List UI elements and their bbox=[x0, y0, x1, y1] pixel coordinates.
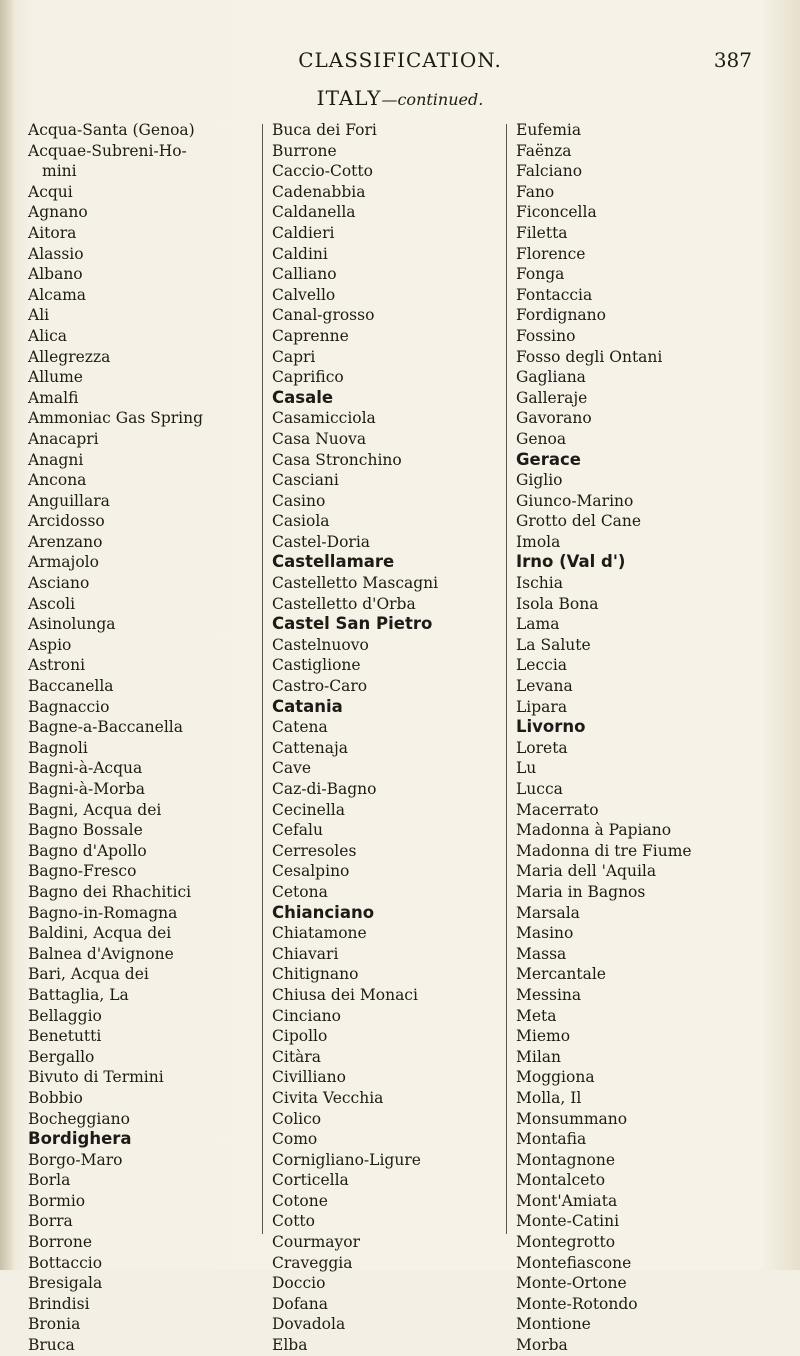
place-entry: Brindisi bbox=[28, 1294, 90, 1313]
place-entry: Acqua-Santa (Genoa) bbox=[28, 121, 195, 139]
place-entry: Castelletto Mascagni bbox=[272, 574, 439, 593]
place-entry: Alassio bbox=[28, 244, 84, 263]
place-entry: Lu bbox=[516, 759, 537, 778]
place-entry: Aspio bbox=[28, 635, 72, 654]
place-entry: Casamicciola bbox=[272, 409, 376, 428]
place-entry: Monte-Rotondo bbox=[516, 1294, 638, 1313]
place-entry: Bivuto di Termini bbox=[28, 1068, 164, 1087]
place-entry: Dovadola bbox=[272, 1315, 346, 1334]
place-entry: Galleraje bbox=[516, 388, 588, 407]
place-entry: Moggiona bbox=[516, 1068, 595, 1087]
place-entry: Gerace bbox=[516, 449, 581, 469]
place-entry: Balnea d'Avignone bbox=[28, 944, 174, 963]
place-entry: Caccio-Cotto bbox=[272, 162, 373, 181]
place-entry: Cetona bbox=[272, 882, 328, 901]
place-entry: Gagliana bbox=[516, 368, 586, 387]
place-entry: Casa Stronchino bbox=[272, 450, 402, 469]
place-entry: Aitora bbox=[28, 223, 77, 242]
place-entry: Cattenaja bbox=[272, 738, 349, 757]
place-entry: Cerresoles bbox=[272, 841, 357, 860]
place-entry: Bocheggiano bbox=[28, 1109, 130, 1128]
place-entry: Filetta bbox=[516, 223, 568, 242]
place-entry: Isola Bona bbox=[516, 594, 599, 613]
place-entry: Ancona bbox=[28, 471, 87, 490]
place-entry: La Salute bbox=[516, 635, 591, 654]
place-entry: Catania bbox=[272, 696, 343, 716]
place-entry: Castel San Pietro bbox=[272, 614, 433, 634]
place-entry: Florence bbox=[516, 244, 586, 263]
place-entry: Alica bbox=[28, 326, 68, 345]
place-entry: Casale bbox=[272, 387, 334, 407]
place-entry: Canal-grosso bbox=[272, 306, 375, 325]
place-entry: Leccia bbox=[516, 656, 568, 675]
place-entry: Loreta bbox=[516, 738, 568, 757]
place-entry: Arcidosso bbox=[28, 512, 105, 531]
place-entry: Gavorano bbox=[516, 409, 592, 428]
place-list-column-3 bbox=[516, 120, 766, 1356]
place-entry: Casa Nuova bbox=[272, 429, 367, 448]
place-entry: Burrone bbox=[272, 141, 337, 160]
place-entry: Ali bbox=[28, 306, 50, 325]
place-entry: Chitignano bbox=[272, 965, 359, 984]
place-entry: Elba bbox=[272, 1336, 308, 1355]
place-entry: Amalfi bbox=[28, 388, 79, 407]
place-entry: Cefalu bbox=[272, 821, 323, 840]
place-entry: Montione bbox=[516, 1315, 591, 1334]
place-entry: Castelnuovo bbox=[272, 635, 369, 654]
column-divider bbox=[262, 124, 263, 1234]
place-entry: Bronia bbox=[28, 1315, 81, 1334]
place-list-column-2 bbox=[272, 120, 522, 1356]
place-entry: Milan bbox=[516, 1047, 562, 1066]
place-entry: Baldini, Acqua dei bbox=[28, 924, 172, 943]
place-entry: Mercantale bbox=[516, 965, 606, 984]
place-entry: Bobbio bbox=[28, 1088, 83, 1107]
place-entry: Fordignano bbox=[516, 306, 606, 325]
place-entry: Lucca bbox=[516, 780, 563, 798]
place-entry: Bordighera bbox=[28, 1129, 132, 1149]
place-entry: Masino bbox=[516, 924, 574, 943]
place-entry: Battaglia, La bbox=[28, 985, 129, 1004]
place-entry: Bagni-à-Morba bbox=[28, 780, 145, 798]
place-entry: Courmayor bbox=[272, 1233, 361, 1252]
place-entry: Caprenne bbox=[272, 326, 349, 345]
place-entry: Irno (Val d') bbox=[516, 552, 626, 572]
place-entry: Como bbox=[272, 1130, 318, 1149]
place-entry: Acqui bbox=[28, 182, 73, 201]
place-entry: Casciani bbox=[272, 471, 339, 490]
place-entry: Lama bbox=[516, 615, 560, 634]
place-entry: Chiatamone bbox=[272, 924, 367, 943]
place-entry: Bellaggio bbox=[28, 1006, 102, 1025]
place-entry: Castelletto d'Orba bbox=[272, 594, 416, 613]
place-entry: Caldanella bbox=[272, 203, 356, 222]
place-entry: Levana bbox=[516, 677, 573, 696]
place-entry: Chiavari bbox=[272, 944, 339, 963]
place-entry: Astroni bbox=[28, 656, 86, 675]
page-header bbox=[0, 48, 800, 78]
place-entry: Ischia bbox=[516, 574, 563, 593]
place-entry: Craveggia bbox=[272, 1253, 353, 1272]
place-entry: Monte-Ortone bbox=[516, 1274, 627, 1293]
place-entry: Grotto del Cane bbox=[516, 512, 642, 531]
place-entry: Eufemia bbox=[516, 121, 582, 139]
place-entry: Bormio bbox=[28, 1191, 86, 1210]
place-entry: Bruca bbox=[28, 1336, 75, 1355]
place-entry: Bresigala bbox=[28, 1274, 103, 1293]
place-entry: Macerrato bbox=[516, 800, 599, 819]
place-entry: Castiglione bbox=[272, 656, 361, 675]
place-entry: Fontaccia bbox=[516, 285, 593, 304]
place-entry: Anguillara bbox=[28, 491, 110, 510]
place-entry: Morba bbox=[516, 1336, 568, 1355]
place-entry: Monsummano bbox=[516, 1109, 628, 1128]
place-entry: Casiola bbox=[272, 512, 330, 531]
place-entry: Messina bbox=[516, 985, 582, 1004]
place-entry: Bergallo bbox=[28, 1047, 95, 1066]
place-entry: Colico bbox=[272, 1109, 322, 1128]
place-entry: Bagni-à-Acqua bbox=[28, 759, 143, 778]
place-entry: Bari, Acqua dei bbox=[28, 965, 149, 984]
place-entry: Caldieri bbox=[272, 223, 335, 242]
place-entry: Cesalpino bbox=[272, 862, 350, 881]
place-entry: Bagno-Fresco bbox=[28, 862, 137, 881]
place-entry: Bagne-a-Baccanella bbox=[28, 718, 183, 737]
place-entry: Buca dei Fori bbox=[272, 121, 377, 139]
place-entry: Montagnone bbox=[516, 1150, 616, 1169]
place-entry: Borgo-Maro bbox=[28, 1150, 123, 1169]
place-entry: Caldini bbox=[272, 244, 328, 263]
place-entry: Miemo bbox=[516, 1027, 571, 1046]
place-entry: Ficoncella bbox=[516, 203, 597, 222]
place-entry: Cecinella bbox=[272, 800, 345, 819]
place-entry: Bagno d'Apollo bbox=[28, 841, 147, 860]
place-entry: Bagnaccio bbox=[28, 697, 110, 716]
place-entry: Cotto bbox=[272, 1212, 315, 1231]
place-entry: Bagni, Acqua dei bbox=[28, 800, 162, 819]
place-entry: Faënza bbox=[516, 141, 572, 160]
place-entry: Borla bbox=[28, 1171, 71, 1190]
place-entry: Marsala bbox=[516, 903, 580, 922]
place-entry: Dofana bbox=[272, 1294, 328, 1313]
place-entry: Cornigliano-Ligure bbox=[272, 1150, 421, 1169]
place-entry: Mont'Amiata bbox=[516, 1191, 618, 1210]
place-entry: Livorno bbox=[516, 717, 586, 737]
place-entry: Asciano bbox=[28, 574, 90, 593]
section-name: ITALY bbox=[316, 86, 382, 110]
place-entry: Civilliano bbox=[272, 1068, 346, 1087]
place-entry: Fonga bbox=[516, 265, 565, 284]
place-list-column-1 bbox=[28, 120, 278, 1356]
place-entry: Borrone bbox=[28, 1233, 93, 1252]
place-entry: Allume bbox=[28, 368, 83, 387]
place-entry: Capri bbox=[272, 347, 316, 366]
place-entry: Borra bbox=[28, 1212, 73, 1231]
place-entry: Calliano bbox=[272, 265, 337, 284]
place-entry: Montafia bbox=[516, 1130, 587, 1149]
section-continued: —continued. bbox=[381, 90, 484, 109]
place-entry: Caz-di-Bagno bbox=[272, 780, 377, 798]
place-entry: Meta bbox=[516, 1006, 557, 1025]
place-entry: Castel-Doria bbox=[272, 532, 371, 551]
column-divider bbox=[506, 124, 507, 1234]
place-entry: Bagnoli bbox=[28, 738, 88, 757]
place-entry: Castro-Caro bbox=[272, 677, 368, 696]
section-heading bbox=[0, 86, 800, 110]
page-number: 387 bbox=[713, 48, 752, 72]
place-entry: Cave bbox=[272, 759, 312, 778]
place-entry: Caprifico bbox=[272, 368, 344, 387]
place-entry: Molla, Il bbox=[516, 1088, 582, 1107]
place-entry: Montalceto bbox=[516, 1171, 606, 1190]
place-entry: Fosso degli Ontani bbox=[516, 347, 663, 366]
page-spine-shadow bbox=[0, 0, 14, 1270]
place-entry: Cipollo bbox=[272, 1027, 328, 1046]
place-entry: Albano bbox=[28, 265, 83, 284]
place-entry: Chiusa dei Monaci bbox=[272, 985, 418, 1004]
place-entry: Bagno Bossale bbox=[28, 821, 143, 840]
place-entry: Civita Vecchia bbox=[272, 1088, 384, 1107]
place-entry: Allegrezza bbox=[28, 347, 111, 366]
place-entry: Cinciano bbox=[272, 1006, 341, 1025]
place-entry: Fossino bbox=[516, 326, 576, 345]
place-entry: Benetutti bbox=[28, 1027, 102, 1046]
place-entry: Alcama bbox=[28, 285, 87, 304]
place-entry: Doccio bbox=[272, 1274, 326, 1293]
place-entry: Imola bbox=[516, 532, 561, 551]
place-entry: Agnano bbox=[28, 203, 88, 222]
place-entry: Anagni bbox=[28, 450, 84, 469]
place-entry: Cotone bbox=[272, 1191, 328, 1210]
place-entry: Ammoniac Gas Spring bbox=[28, 409, 204, 428]
place-entry: Arenzano bbox=[28, 532, 103, 551]
place-entry: Fano bbox=[516, 182, 555, 201]
place-entry: Castellamare bbox=[272, 552, 395, 572]
place-entry: Madonna à Papiano bbox=[516, 821, 672, 840]
place-entry: Giunco-Marino bbox=[516, 491, 634, 510]
place-entry: Giglio bbox=[516, 471, 563, 490]
place-entry: Madonna di tre Fiume bbox=[516, 841, 692, 860]
place-entry: Monte-Catini bbox=[516, 1212, 620, 1231]
place-entry: Bagno dei Rhachitici bbox=[28, 882, 192, 901]
place-entry: Maria in Bagnos bbox=[516, 882, 646, 901]
place-entry: Armajolo bbox=[28, 553, 99, 572]
place-entry: Maria dell 'Aquila bbox=[516, 862, 657, 881]
place-entry: Baccanella bbox=[28, 677, 114, 696]
place-entry: Asinolunga bbox=[28, 615, 116, 634]
place-entry: Bagno-in-Romagna bbox=[28, 903, 178, 922]
place-entry: Cadenabbia bbox=[272, 182, 366, 201]
place-entry: Massa bbox=[516, 944, 567, 963]
place-entry: Calvello bbox=[272, 285, 336, 304]
place-entry: Genoa bbox=[516, 429, 567, 448]
place-entry: Catena bbox=[272, 718, 328, 737]
place-entry: Anacapri bbox=[28, 429, 99, 448]
place-entry: Montefiascone bbox=[516, 1253, 632, 1272]
place-entry: Citàra bbox=[272, 1047, 321, 1066]
place-entry: mini bbox=[42, 162, 77, 181]
place-entry: Chianciano bbox=[272, 902, 375, 922]
place-entry: Acquae-Subreni-Ho- bbox=[28, 141, 187, 160]
running-title: CLASSIFICATION. bbox=[298, 48, 502, 72]
place-entry: Bottaccio bbox=[28, 1253, 103, 1272]
place-entry: Lipara bbox=[516, 697, 568, 716]
place-entry: Ascoli bbox=[28, 594, 76, 613]
place-entry: Montegrotto bbox=[516, 1233, 616, 1252]
place-entry: Corticella bbox=[272, 1171, 349, 1190]
place-entry: Falciano bbox=[516, 162, 583, 181]
place-entry: Casino bbox=[272, 491, 326, 510]
